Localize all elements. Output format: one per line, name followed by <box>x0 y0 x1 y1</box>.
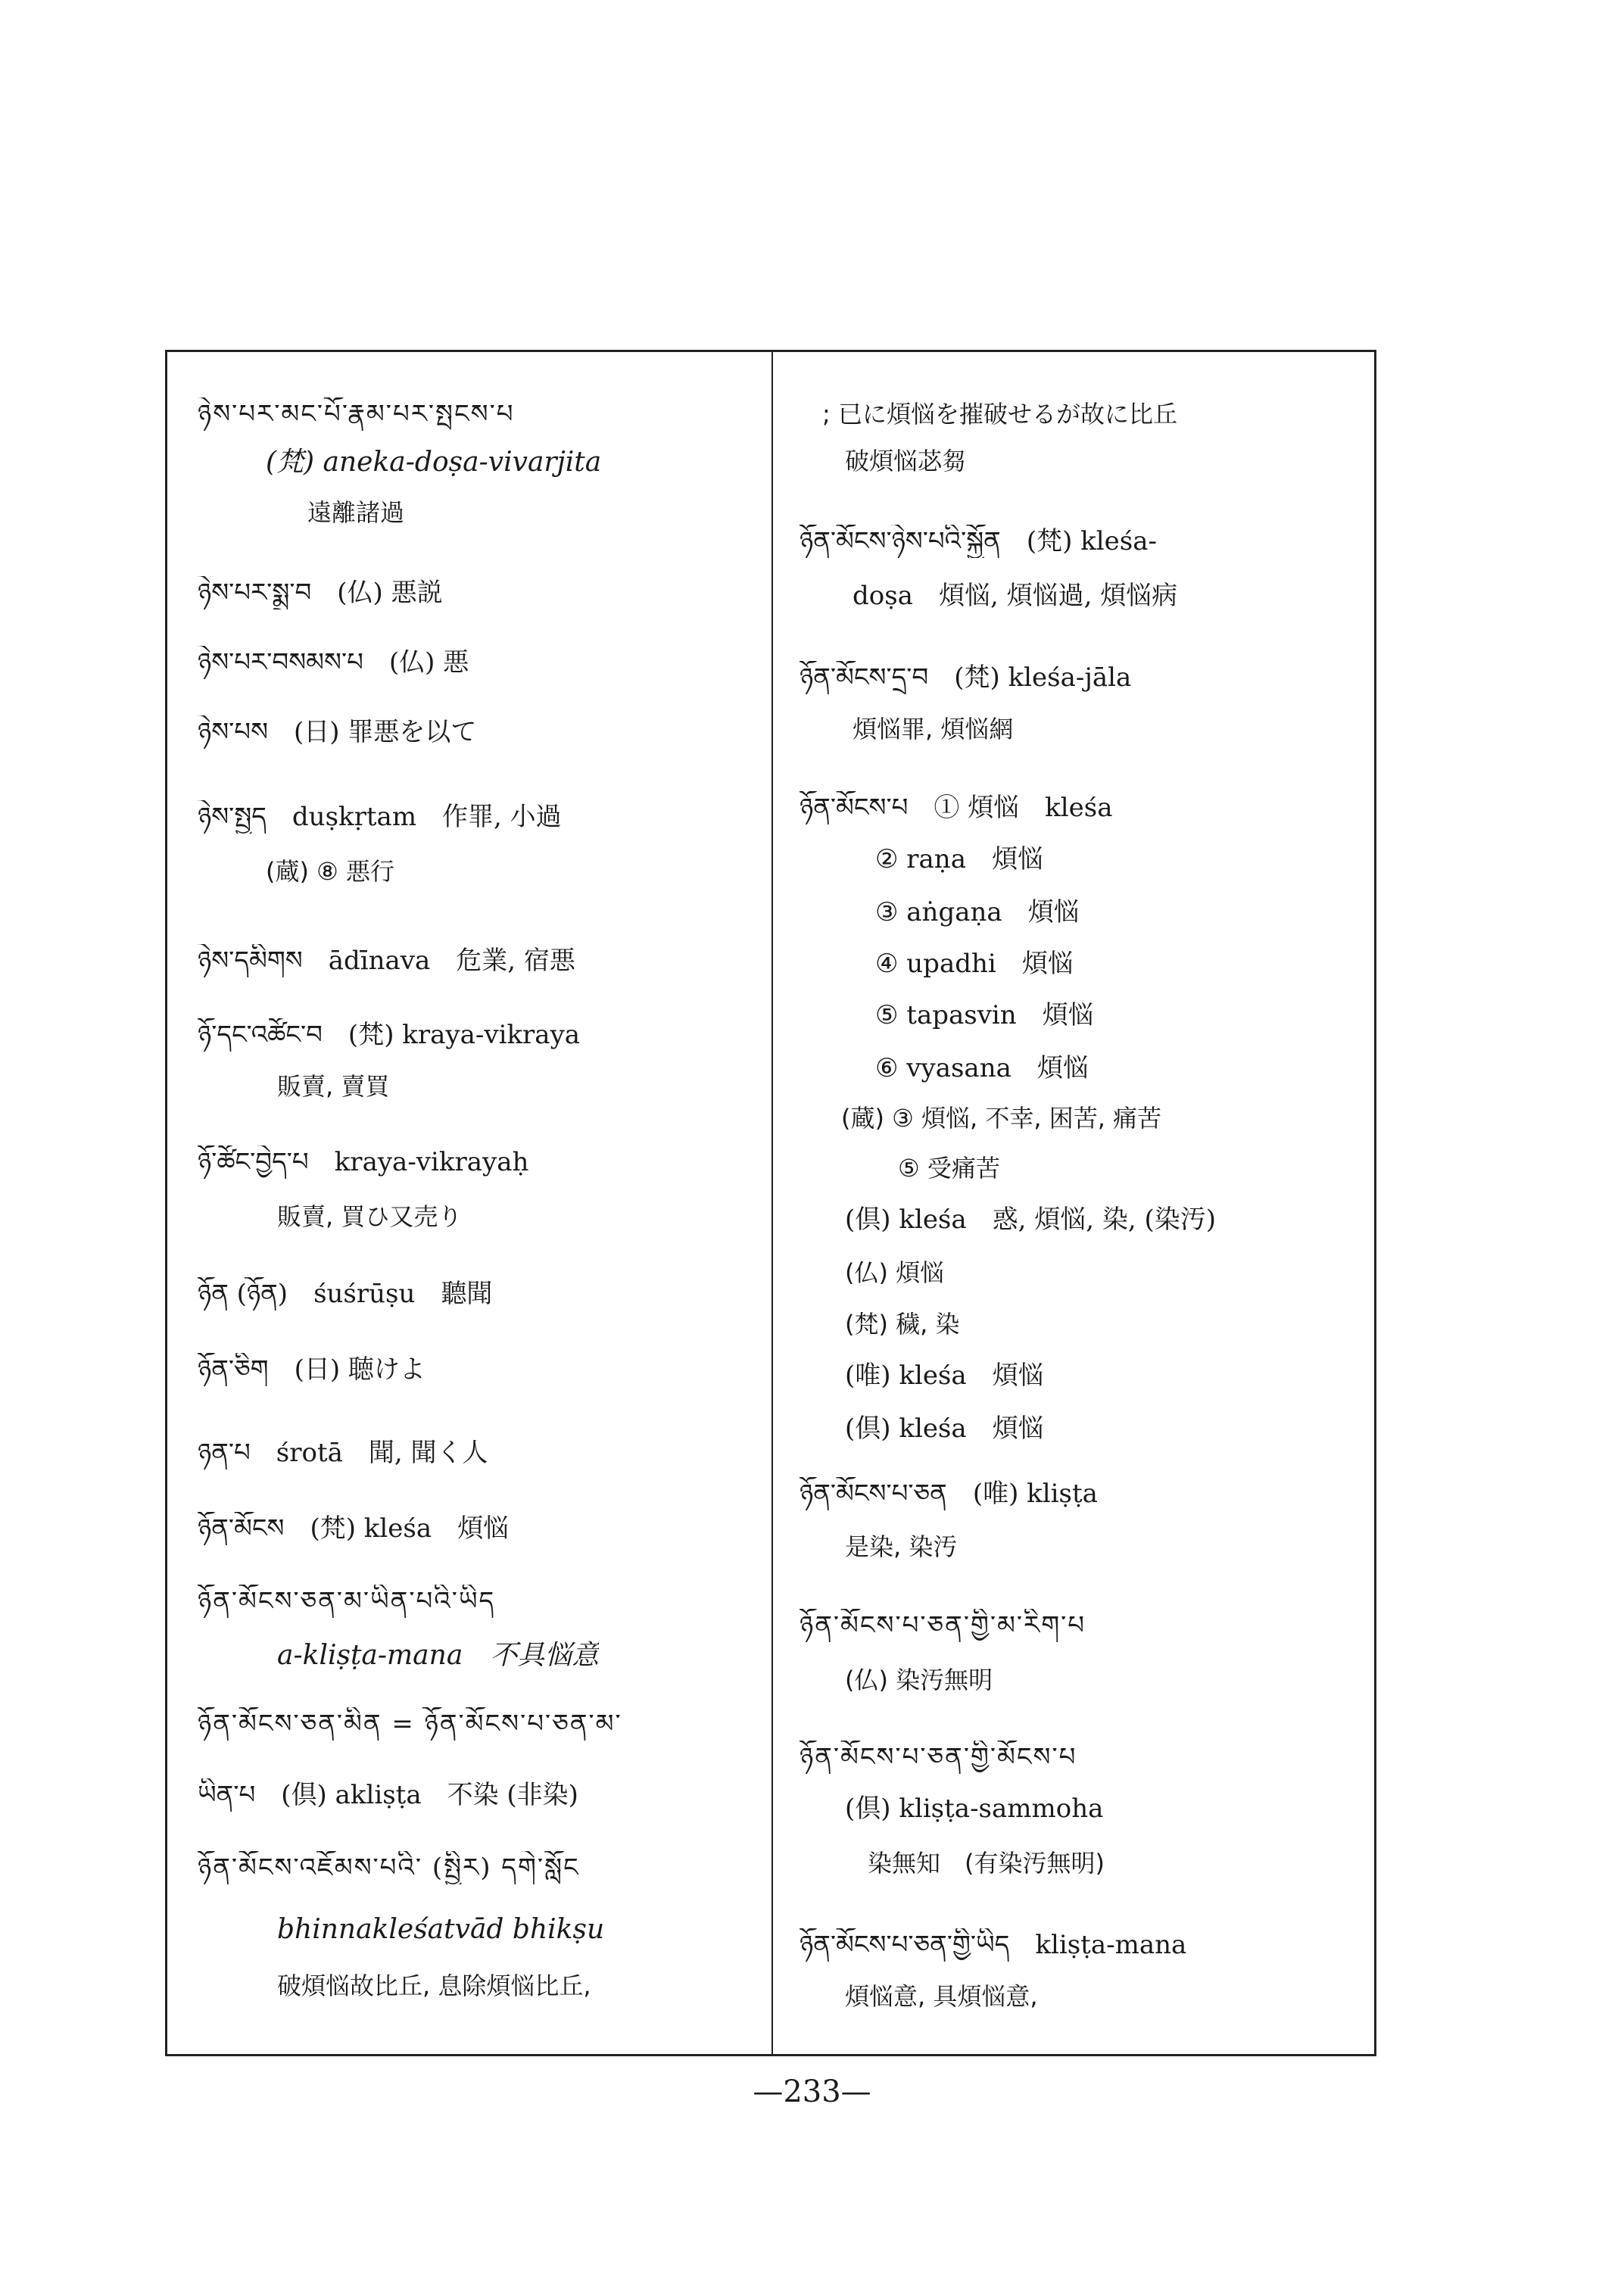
entry-source: (倶) kliṣṭa-sammoha <box>845 1794 1104 1824</box>
entry-source: (蔵) ③ 煩悩, 不幸, 困苦, 痛苦 <box>841 1104 1162 1133</box>
entry-sense: ② raṇa 煩悩 <box>875 844 1043 874</box>
entry-headword: ཉེས་པས (日) 罪悪を以て <box>198 717 477 747</box>
entry-sense: ④ upadhi 煩悩 <box>875 949 1074 979</box>
entry-headword: ཉོ་ཚོང་བྱེད་པ kraya-vikrayaḥ <box>198 1147 529 1177</box>
entry-headword: ཉན་པ śrotā 聞, 聞く人 <box>198 1438 488 1468</box>
entry-headword: ཉེས་པར་མང་པོ་རྣམ་པར་སྤངས་པ <box>198 399 515 429</box>
entry-meaning: 破煩悩故比丘, 息除煩悩比丘, <box>277 1971 591 2000</box>
entry-sanskrit: bhinnakleśatvād bhikṣu <box>277 1914 605 1945</box>
entry-meaning: 是染, 染汚 <box>845 1532 958 1561</box>
entry-headword: ཉོན་མོངས (梵) kleśa 煩悩 <box>198 1513 510 1544</box>
entry-source: (唯) kleśa 煩悩 <box>845 1361 1044 1391</box>
entry-headword: ཉོན་མོངས་འཇོམས་པའི་ (སྤྱིར) དགེ་སློང <box>198 1853 580 1883</box>
entry-headword: ཉེས་དམིགས ādīnava 危業, 宿悪 <box>198 946 575 976</box>
entry-headword: ཉོན་ཅིག (日) 聴けよ <box>198 1354 425 1385</box>
entry-meaning: (仏) 染汚無明 <box>845 1666 993 1694</box>
entry-source: (仏) 煩悩 <box>845 1258 945 1287</box>
entry-sense: ⑥ vyasana 煩悩 <box>875 1053 1089 1083</box>
entry-headword: ཉོ་དང་འཚོང་བ (梵) kraya-vikraya <box>198 1020 581 1050</box>
entry-meaning: 煩悩罪, 煩悩網 <box>853 715 1014 743</box>
entry-meaning: 遠離諸過 <box>307 498 405 527</box>
entry-headword: ཉོན (ཉོན) śuśrūṣu 聽聞 <box>198 1279 493 1309</box>
dictionary-frame <box>165 350 1376 2056</box>
entry-headword: ཡིན་པ (倶) akliṣṭa 不染 (非染) <box>198 1780 578 1810</box>
column-divider <box>771 352 773 2054</box>
entry-sanskrit: (梵) aneka-doṣa-vivarjita <box>266 447 602 478</box>
entry-headword: ཉོན་མོངས་པ་ཅན་གྱི་མོངས་པ <box>800 1742 1077 1772</box>
entry-source: (梵) 穢, 染 <box>845 1310 960 1339</box>
entry-meaning: 煩悩意, 具煩悩意, <box>845 1982 1038 2011</box>
entry-sanskrit: doṣa 煩悩, 煩悩過, 煩悩病 <box>853 581 1178 611</box>
entry-headword: ཉོན་མོངས་ཅན་མིན = ཉོན་མོངས་པ་ཅན་མ་ <box>198 1709 622 1739</box>
entry-headword: ཉོན་མོངས་པ་ཅན་གྱི་མ་རིག་པ <box>800 1610 1086 1641</box>
entry-headword: ཉོན་མོངས་པ་ཅན་གྱི་ཡིད kliṣṭa-mana <box>800 1930 1187 1960</box>
entry-headword: ཉེས་པར་བསམས་པ (仏) 悪 <box>198 647 469 678</box>
entry-meaning: (蔵) ⑧ 悪行 <box>266 857 395 886</box>
entry-source: (倶) kleśa 惑, 煩悩, 染, (染汚) <box>845 1205 1217 1235</box>
entry-headword: ཉོན་མོངས་ཅན་མ་ཡིན་པའི་ཡིད <box>198 1586 496 1616</box>
entry-headword: ཉོན་མོངས་པ་ཅན (唯) kliṣṭa <box>800 1479 1098 1509</box>
entry-source: (倶) kleśa 煩悩 <box>845 1413 1044 1444</box>
entry-headword: ཉོན་མོངས་པ ① 煩悩 kleśa <box>800 793 1113 823</box>
entry-meaning: 販賣, 賣買 <box>277 1072 390 1101</box>
entry-sense: ③ aṅgaṇa 煩悩 <box>875 897 1080 927</box>
entry-source: ⑤ 受痛苦 <box>898 1154 1000 1183</box>
entry-headword: ཉོན་མོངས་དྲ་བ (梵) kleśa-jāla <box>800 662 1132 693</box>
entry-headword: ཉེས་པར་སྨྲ་བ (仏) 悪説 <box>198 578 443 608</box>
page-number: —233— <box>753 2074 871 2109</box>
entry-meaning: ; 已に煩悩を摧破せるが故に比丘 <box>822 400 1177 429</box>
entry-meaning: 販賣, 買ひ又売り <box>277 1202 463 1231</box>
entry-meaning: 染無知 (有染汚無明) <box>868 1849 1105 1878</box>
entry-sense: ⑤ tapasvin 煩悩 <box>875 1000 1094 1030</box>
entry-sanskrit: a-kliṣṭa-mana 不具悩意 <box>277 1640 600 1671</box>
entry-headword: ཉེས་སྤྱད duṣkṛtam 作罪, 小過 <box>198 802 562 832</box>
entry-meaning: 破煩悩苾芻 <box>845 447 967 475</box>
entry-headword: ཉོན་མོངས་ཉེས་པའི་སྐྱོན (梵) kleśa- <box>800 526 1157 556</box>
